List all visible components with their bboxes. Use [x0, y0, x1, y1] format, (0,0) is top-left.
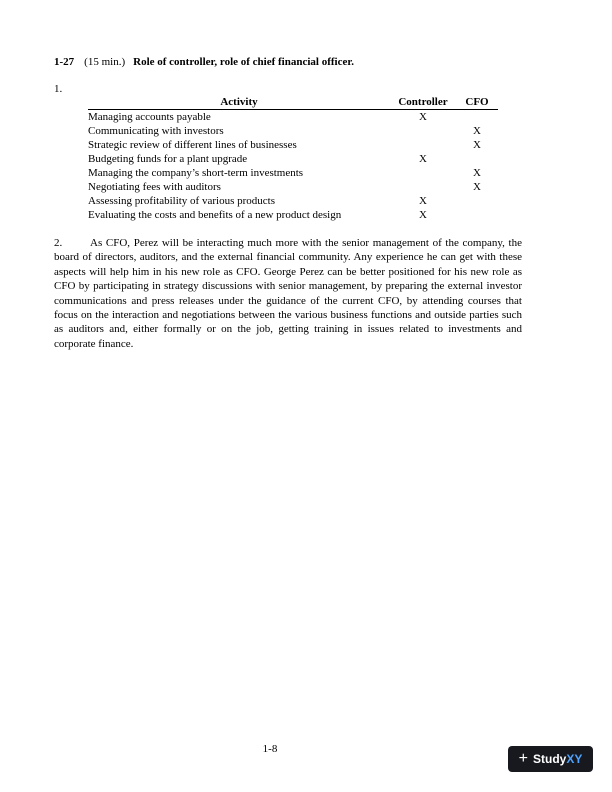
- part-two-answer: [54, 236, 522, 351]
- controller-mark: X: [419, 209, 427, 221]
- table-row: [88, 208, 498, 222]
- controller-mark: [390, 166, 456, 180]
- part-one-label: 1.: [54, 83, 63, 95]
- column-header-cfo: CFO: [465, 95, 489, 108]
- cfo-mark: X: [473, 139, 481, 151]
- activity-cell: Strategic review of different lines of businesses: [88, 139, 297, 151]
- controller-mark: X: [419, 153, 427, 165]
- table-header-row: [88, 95, 498, 110]
- studyxy-badge[interactable]: [508, 746, 593, 772]
- activity-cell: Communicating with investors: [88, 125, 224, 137]
- problem-header: [54, 56, 354, 68]
- part-two-text: As CFO, Perez will be interacting much more with the senior management of the company, the board of directors, auditors, and the external financial community. Any experience he can get with these aspects will help him in his new role as CFO. George Perez can be better positioned for his new role as CFO by participating in strategy discussions with senior management, by preparing the external investor communications and press releases under the guidance of the current CFO, by attending courses that focus on the interaction and negotiations between the various business functions and outside parties such as auditors and, either formally or on the job, getting training in issues related to investments and corporate finance.: [54, 237, 522, 350]
- activity-cell: Managing accounts payable: [88, 111, 211, 123]
- cfo-mark: [456, 208, 498, 222]
- cfo-mark: [456, 152, 498, 166]
- page-number: 1-8: [262, 743, 278, 755]
- problem-title: Role of controller, role of chief financial officer.: [133, 56, 354, 68]
- table-row: [88, 180, 498, 194]
- brand-name: Study: [532, 752, 567, 766]
- controller-mark: [390, 138, 456, 152]
- brand-name-accent: XY: [566, 752, 583, 766]
- cfo-mark: [456, 194, 498, 208]
- cfo-mark: X: [473, 125, 481, 137]
- activity-cell: Budgeting funds for a plant upgrade: [88, 153, 248, 165]
- table-row: [88, 124, 498, 138]
- controller-mark: X: [419, 111, 427, 123]
- controller-mark: [390, 124, 456, 138]
- controller-mark: [390, 180, 456, 194]
- cfo-mark: X: [473, 167, 481, 179]
- activity-cell: Managing the company’s short-term investments: [88, 167, 304, 179]
- table-row: [88, 194, 498, 208]
- activity-cell: Assessing profitability of various products: [88, 195, 275, 207]
- cfo-mark: X: [473, 181, 481, 193]
- table-row: [88, 152, 498, 166]
- column-header-activity: Activity: [220, 95, 258, 108]
- table-row: [88, 138, 498, 152]
- cfo-mark: [456, 110, 498, 125]
- plus-icon: +: [518, 750, 528, 767]
- controller-mark: X: [419, 195, 427, 207]
- activity-cell: Negotiating fees with auditors: [88, 181, 221, 193]
- problem-time: (15 min.): [84, 56, 126, 68]
- activity-cell: Evaluating the costs and benefits of a new product design: [88, 209, 342, 221]
- activity-table: [88, 95, 498, 222]
- column-header-controller: Controller: [398, 95, 448, 108]
- part-two-label: 2.: [54, 237, 63, 249]
- table-row: [88, 166, 498, 180]
- problem-number: 1-27: [54, 56, 75, 68]
- table-row: [88, 110, 498, 125]
